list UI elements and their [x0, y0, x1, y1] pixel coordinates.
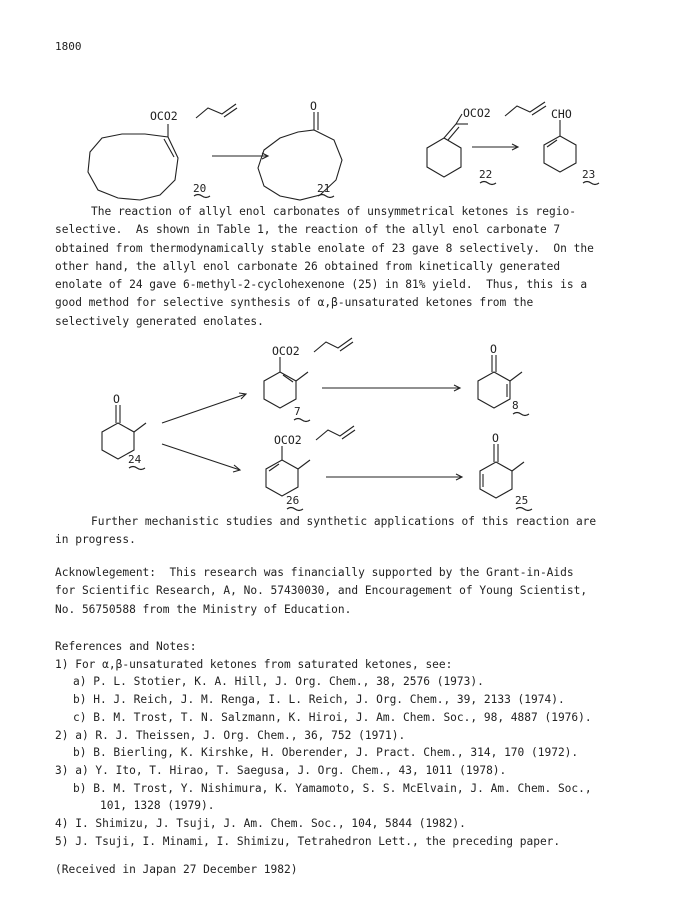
label-cho-23: CHO	[551, 107, 572, 121]
references-heading: References and Notes:	[55, 640, 197, 653]
compound-number-21: 21	[317, 182, 331, 195]
acknowledgement	[55, 564, 635, 619]
label-o-24: O	[113, 392, 120, 406]
compound-number-22: 22	[479, 168, 493, 181]
reference-entry: 101, 1328 (1979).	[100, 799, 215, 813]
reference-entry: 3) a) Y. Ito, T. Hirao, T. Saegusa, J. Org. Chem., 43, 1011 (1978).	[55, 763, 507, 777]
label-oco2-20: OCO2	[150, 109, 178, 123]
reference-entry: 5) J. Tsuji, I. Minami, I. Shimizu, Tetrahedron Lett., the preceding paper.	[55, 834, 561, 848]
reference-entry: b) B. Bierling, K. Kirshke, H. Oberender, J. Pract. Chem., 314, 170 (1972).	[73, 746, 579, 760]
text-line: good method for selective synthesis of α,β-unsaturated ketones from the	[55, 296, 534, 310]
text-line: other hand, the allyl enol carbonate 26 obtained from kinetically generated	[55, 259, 561, 273]
text-line: for Scientific Research, A, No. 57430030, and Encouragement of Young Scientist,	[55, 584, 588, 598]
text-line: No. 56750588 from the Ministry of Education.	[55, 602, 352, 616]
text-line: selective. As shown in Table 1, the reaction of the allyl enol carbonate 7	[55, 223, 561, 237]
label-o-21: O	[310, 99, 317, 113]
structure-7	[264, 338, 353, 422]
reference-entry: 2) a) R. J. Theissen, J. Org. Chem., 36, 752 (1971).	[55, 728, 406, 742]
compound-number-25: 25	[515, 494, 529, 507]
text-line: in progress.	[55, 533, 136, 547]
received-date: (Received in Japan 27 December 1982)	[55, 863, 298, 876]
label-o-8: O	[490, 342, 497, 356]
label-oco2-7: OCO2	[272, 344, 300, 358]
compound-number-20: 20	[193, 182, 207, 195]
reference-entry: a) P. L. Stotier, K. A. Hill, J. Org. Chem., 38, 2576 (1973).	[73, 675, 484, 689]
compound-number-24: 24	[128, 453, 142, 466]
reference-entry: b) H. J. Reich, J. M. Renga, I. L. Reich, J. Org. Chem., 39, 2133 (1974).	[73, 693, 565, 707]
structure-26	[266, 426, 355, 511]
page-number: 1800	[55, 40, 82, 53]
compound-number-26: 26	[286, 494, 300, 507]
paragraph-further-studies	[55, 513, 635, 550]
reference-entry: 4) I. Shimizu, J. Tsuji, J. Am. Chem. Soc., 104, 5844 (1982).	[55, 817, 466, 831]
text-line: obtained from thermodynamically stable enolate of 23 gave 8 selectively. On the	[55, 241, 594, 255]
reference-entry: c) B. M. Trost, T. N. Salzmann, K. Hiroi, J. Am. Chem. Soc., 98, 4887 (1976).	[73, 710, 592, 724]
label-o-25: O	[492, 431, 499, 445]
reference-entry: b) B. M. Trost, Y. Nishimura, K. Yamamoto, S. S. McElvain, J. Am. Chem. Soc.,	[73, 781, 592, 795]
compound-number-7: 7	[294, 405, 301, 418]
label-oco2-26: OCO2	[274, 433, 302, 447]
compound-number-8: 8	[512, 399, 519, 412]
text-line: The reaction of allyl enol carbonates of unsymmetrical ketones is regio-	[91, 205, 576, 218]
text-line: Acknowlegement: This research was financially supported by the Grant-in-Aids	[55, 566, 574, 579]
text-line: enolate of 24 gave 6-methyl-2-cyclohexenone (25) in 81% yield. Thus, this is a	[55, 278, 588, 292]
structure-25	[480, 431, 532, 511]
label-oco2-22: OCO2	[463, 106, 491, 120]
text-line: Further mechanistic studies and synthetic applications of this reaction are	[91, 515, 597, 528]
structure-24	[102, 392, 146, 470]
structure-8	[478, 342, 529, 416]
text-line: selectively generated enolates.	[55, 314, 264, 328]
references-section	[55, 638, 645, 850]
compound-number-23: 23	[582, 168, 596, 181]
reference-entry: 1) For α,β-unsaturated ketones from saturated ketones, see:	[55, 657, 453, 671]
